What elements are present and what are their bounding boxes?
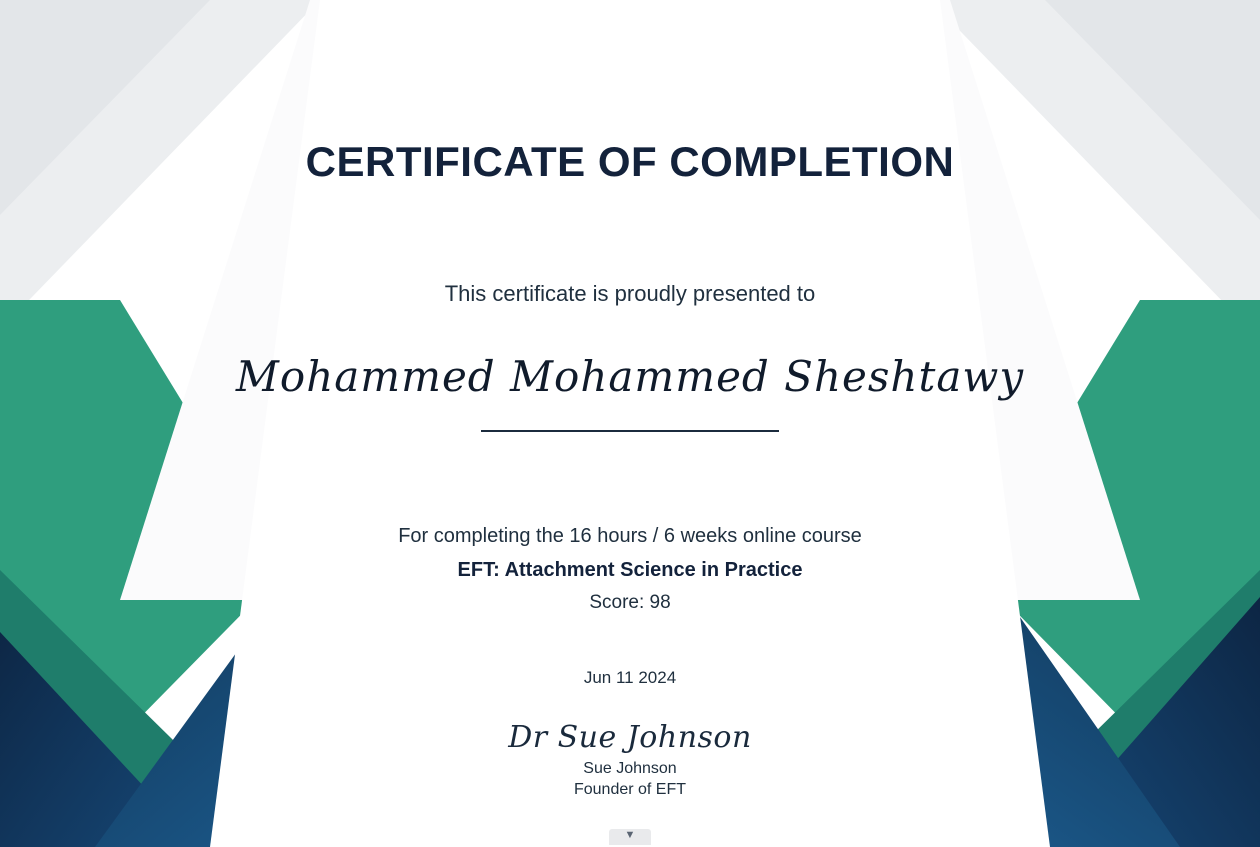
issue-date: Jun 11 2024 [583,668,677,687]
course-name: EFT: Attachment Science in Practice [457,559,803,581]
course-duration-text: For completing the 16 hours / 6 weeks online course [398,525,862,547]
certificate-title: CERTIFICATE OF COMPLETION [305,138,955,185]
signer-name: Sue Johnson [583,760,677,777]
presentation-text: This certificate is proudly presented to [444,281,816,306]
name-underline-rule [481,430,779,432]
signer-title: Founder of EFT [573,781,687,798]
signature-script: Dr Sue Johnson [508,720,752,755]
scroll-down-indicator[interactable]: ▼ [609,829,651,845]
recipient-name: Mohammed Mohammed Sheshtawy [235,352,1025,401]
score-text: Score: 98 [589,592,671,613]
